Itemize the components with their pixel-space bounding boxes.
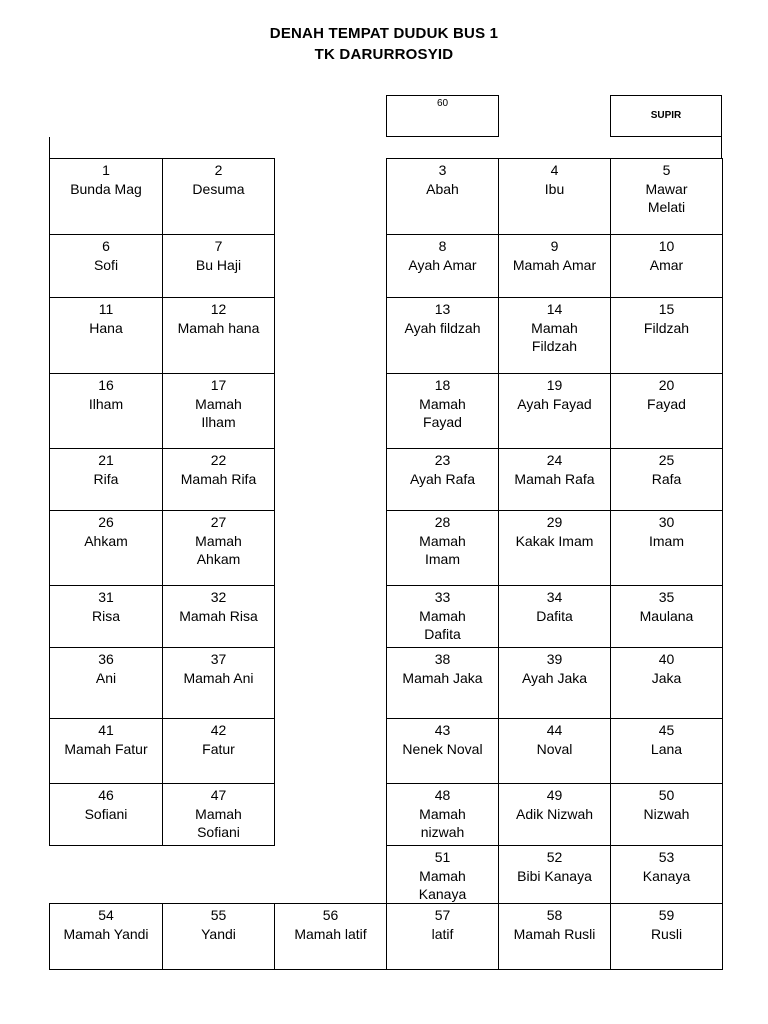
seat-31 — [49, 585, 163, 648]
seat-occupant: Mamah Rafa — [514, 470, 595, 487]
seat-number: 5 — [662, 162, 671, 178]
seat-occupant: Ahkam — [84, 532, 128, 549]
seat-occupant: Mamah nizwah — [419, 805, 466, 840]
seat-occupant: Sofi — [93, 256, 119, 273]
seat-occupant: Fildzah — [643, 319, 690, 336]
seat-occupant: Amar — [649, 256, 684, 273]
seat-16 — [49, 373, 163, 449]
seat-8 — [386, 234, 499, 298]
seat-occupant: Imam — [649, 532, 684, 549]
seat-occupant: Fayad — [647, 395, 686, 412]
seat-9 — [498, 234, 611, 298]
seat-occupant: Ilham — [88, 395, 124, 412]
seat-occupant: Noval — [536, 740, 573, 757]
seat-number: 55 — [210, 907, 227, 923]
seat-23 — [386, 448, 499, 511]
seat-1 — [49, 158, 163, 235]
seat-38 — [386, 647, 499, 719]
seat-occupant: Lana — [650, 740, 683, 757]
seat-occupant: Mamah Rifa — [180, 470, 257, 487]
seat-number: 52 — [546, 849, 563, 865]
seat-22 — [162, 448, 275, 511]
seat-occupant: Mamah hana — [177, 319, 260, 336]
page-subtitle: TK DARURROSYID — [314, 46, 454, 63]
seat-occupant: Mamah Fildzah — [531, 319, 578, 354]
seat-occupant: Desuma — [192, 180, 245, 197]
seat-number: 33 — [434, 589, 451, 605]
seat-occupant: Bibi Kanaya — [517, 867, 592, 884]
seat-number: 49 — [546, 787, 563, 803]
seat-number: 31 — [98, 589, 114, 605]
seat-number: 1 — [102, 162, 110, 178]
seat-13 — [386, 297, 499, 374]
seat-number: 22 — [210, 452, 227, 468]
seat-20 — [610, 373, 723, 449]
seat-35 — [610, 585, 723, 648]
seat-number: 50 — [658, 787, 675, 803]
seat-number: 36 — [98, 651, 114, 667]
seat-number: 23 — [434, 452, 451, 468]
seat-occupant: Maulana — [639, 607, 694, 624]
seat-44 — [498, 718, 611, 784]
seat-5 — [610, 158, 723, 235]
seat-55 — [162, 903, 275, 970]
seat-number: 51 — [434, 849, 451, 865]
seat-occupant: Mamah Kanaya — [418, 867, 467, 902]
seat-17 — [162, 373, 275, 449]
seat-number: 53 — [658, 849, 675, 865]
seat-occupant: Mamah Ani — [183, 669, 254, 686]
seat-number: 26 — [98, 514, 114, 530]
seat-occupant: Ayah fildzah — [404, 319, 481, 336]
seat-number: 47 — [210, 787, 227, 803]
seat-occupant: Mamah Fayad — [419, 395, 466, 430]
seat-occupant: Jaka — [651, 669, 682, 686]
seat-49 — [498, 783, 611, 846]
seat-30 — [610, 510, 723, 586]
seat-26 — [49, 510, 163, 586]
seat-33 — [386, 585, 499, 648]
seat-number: 6 — [102, 238, 110, 254]
seat-number: 24 — [546, 452, 563, 468]
seat-number: 44 — [546, 722, 563, 738]
seat-occupant: Ani — [95, 669, 117, 686]
seat-18 — [386, 373, 499, 449]
seat-number: 7 — [214, 238, 223, 254]
seat-number: 37 — [210, 651, 227, 667]
seat-number: 4 — [550, 162, 559, 178]
seat-number: 3 — [438, 162, 447, 178]
seat-occupant: Rusli — [650, 925, 683, 942]
page-title: DENAH TEMPAT DUDUK BUS 1 — [269, 25, 499, 42]
seat-19 — [498, 373, 611, 449]
seat-number: 39 — [546, 651, 563, 667]
seat-number: 16 — [98, 377, 114, 393]
seat-number: 19 — [546, 377, 563, 393]
seat-number: 10 — [658, 238, 675, 254]
seat-number: 46 — [98, 787, 114, 803]
seat-6 — [49, 234, 163, 298]
seat-occupant: Ayah Jaka — [521, 669, 588, 686]
seat-occupant: Mamah Yandi — [63, 925, 149, 942]
seat-occupant: Mamah Imam — [419, 532, 466, 567]
seat-number: 30 — [658, 514, 675, 530]
seat-number: 21 — [98, 452, 114, 468]
seat-occupant: Rifa — [93, 470, 119, 487]
seat-occupant: Ayah Rafa — [409, 470, 476, 487]
seat-number: 42 — [210, 722, 227, 738]
seat-58 — [498, 903, 611, 970]
seat-59 — [610, 903, 723, 970]
seat-52 — [498, 845, 611, 904]
seat-number: 9 — [550, 238, 559, 254]
seat-occupant: Hana — [89, 319, 123, 336]
seat-43 — [386, 718, 499, 784]
seat-number: 29 — [546, 514, 563, 530]
seat-41 — [49, 718, 163, 784]
seat-32 — [162, 585, 275, 648]
seat-number: 25 — [658, 452, 675, 468]
seat-number: 58 — [546, 907, 563, 923]
seat-number: 13 — [434, 301, 451, 317]
seat-47 — [162, 783, 275, 846]
seat-occupant: Rafa — [651, 470, 682, 487]
seat-number: 8 — [438, 238, 447, 254]
seat-number: 28 — [434, 514, 451, 530]
seat-51 — [386, 845, 499, 904]
seat-occupant: Mamah Sofiani — [195, 805, 242, 840]
seat-occupant: Mawar Melati — [645, 180, 688, 215]
seat-occupant: Kakak Imam — [515, 532, 594, 549]
seat-24 — [498, 448, 611, 511]
seat-number: 40 — [658, 651, 675, 667]
driver-box — [610, 95, 722, 137]
seat-occupant: Ayah Fayad — [517, 395, 592, 412]
seat-occupant: Kanaya — [642, 867, 691, 884]
seat-27 — [162, 510, 275, 586]
seat-40 — [610, 647, 723, 719]
seat-occupant: Ibu — [544, 180, 565, 197]
bus-wall-left — [49, 137, 50, 159]
seat-number: 14 — [546, 301, 563, 317]
seat-42 — [162, 718, 275, 784]
seat-number: 56 — [322, 907, 339, 923]
seat-occupant: Mamah Ahkam — [195, 532, 242, 567]
seat-occupant: Abah — [426, 180, 459, 197]
seat-number: 20 — [658, 377, 675, 393]
seat-occupant: latif — [431, 925, 454, 942]
seat-occupant: Nizwah — [643, 805, 690, 822]
seat-occupant: Mamah Ilham — [195, 395, 242, 430]
driver-label: SUPIR — [650, 110, 682, 121]
seat-occupant: Mamah Fatur — [64, 740, 148, 757]
seat-number: 48 — [434, 787, 451, 803]
seat-45 — [610, 718, 723, 784]
seat-number: 41 — [98, 722, 114, 738]
seat-number: 17 — [210, 377, 227, 393]
seat-occupant: Mamah Risa — [179, 607, 258, 624]
seat-11 — [49, 297, 163, 374]
seat-number: 38 — [434, 651, 451, 667]
seat-occupant: Nenek Noval — [402, 740, 483, 757]
seat-occupant: Bunda Mag — [70, 180, 142, 197]
seat-15 — [610, 297, 723, 374]
bus-wall-right — [721, 137, 722, 159]
capacity-box — [386, 95, 499, 137]
seat-number: 59 — [658, 907, 675, 923]
seat-4 — [498, 158, 611, 235]
seat-occupant: Mamah Amar — [512, 256, 597, 273]
seat-12 — [162, 297, 275, 374]
seat-number: 32 — [210, 589, 227, 605]
seat-2 — [162, 158, 275, 235]
seat-number: 11 — [98, 301, 114, 317]
seat-occupant: Adik Nizwah — [515, 805, 594, 822]
seat-number: 18 — [434, 377, 451, 393]
seat-36 — [49, 647, 163, 719]
seat-28 — [386, 510, 499, 586]
seat-occupant: Yandi — [201, 925, 236, 942]
capacity-label: 60 — [436, 98, 449, 109]
seat-50 — [610, 783, 723, 846]
seat-10 — [610, 234, 723, 298]
seat-7 — [162, 234, 275, 298]
seat-53 — [610, 845, 723, 904]
seat-number: 35 — [658, 589, 675, 605]
seat-occupant: Bu Haji — [195, 256, 242, 273]
seat-14 — [498, 297, 611, 374]
seat-occupant: Dafita — [536, 607, 573, 624]
seat-54 — [49, 903, 163, 970]
seat-number: 43 — [434, 722, 451, 738]
seat-number: 2 — [214, 162, 223, 178]
seat-37 — [162, 647, 275, 719]
seat-3 — [386, 158, 499, 235]
seat-25 — [610, 448, 723, 511]
seat-number: 34 — [546, 589, 563, 605]
seat-occupant: Mamah Dafita — [419, 607, 466, 642]
seat-occupant: Mamah Jaka — [402, 669, 483, 686]
seat-occupant: Risa — [91, 607, 120, 624]
seat-number: 45 — [658, 722, 675, 738]
seat-occupant: Mamah latif — [294, 925, 367, 942]
seat-number: 57 — [434, 907, 451, 923]
seat-39 — [498, 647, 611, 719]
seat-number: 15 — [658, 301, 675, 317]
seat-29 — [498, 510, 611, 586]
seat-number: 27 — [210, 514, 227, 530]
seat-number: 12 — [210, 301, 227, 317]
seat-57 — [386, 903, 499, 970]
seat-48 — [386, 783, 499, 846]
seat-21 — [49, 448, 163, 511]
seat-number: 54 — [98, 907, 114, 923]
seat-occupant: Mamah Rusli — [513, 925, 596, 942]
seat-56 — [274, 903, 387, 970]
seat-occupant: Fatur — [202, 740, 235, 757]
seat-46 — [49, 783, 163, 846]
seat-34 — [498, 585, 611, 648]
seat-occupant: Ayah Amar — [408, 256, 477, 273]
seat-occupant: Sofiani — [84, 805, 128, 822]
